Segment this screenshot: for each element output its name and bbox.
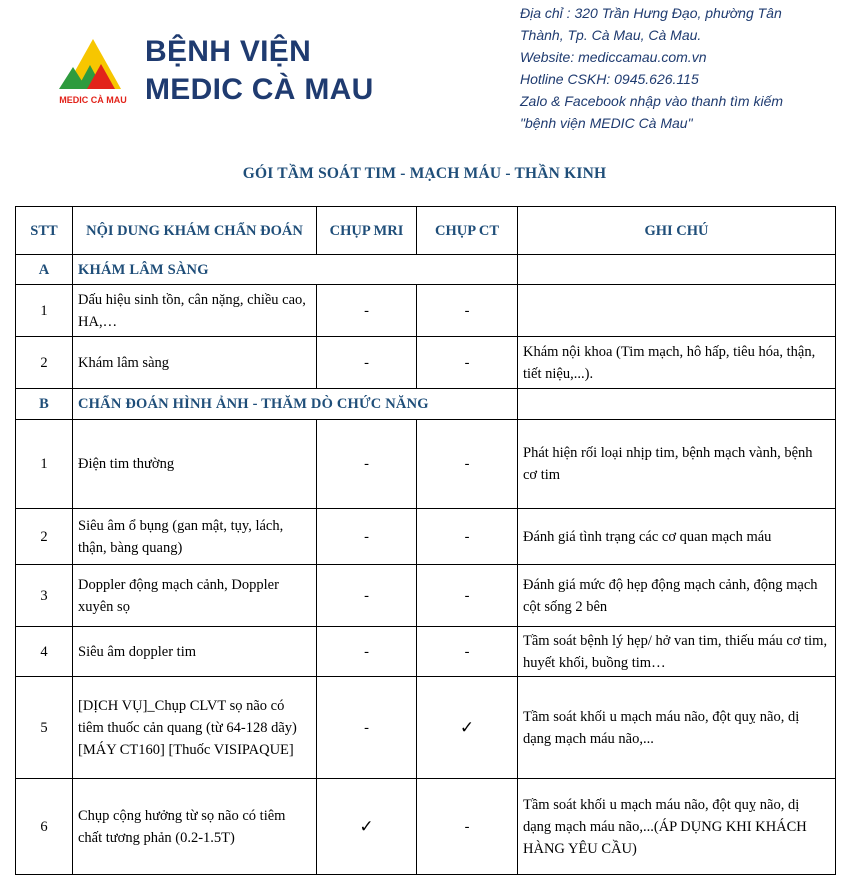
- section-title: KHÁM LÂM SÀNG: [73, 255, 518, 285]
- row-ct: -: [417, 420, 518, 509]
- row-mri: -: [317, 420, 417, 509]
- row-content: Doppler động mạch cảnh, Doppler xuyên sọ: [73, 565, 317, 627]
- row-content: Khám lâm sàng: [73, 337, 317, 389]
- header-ct: CHỤP CT: [417, 207, 518, 255]
- row-stt: 2: [16, 509, 73, 565]
- row-mri: -: [317, 565, 417, 627]
- section-row-a: [16, 255, 836, 285]
- row-ct: -: [417, 627, 518, 677]
- table-row: [16, 565, 836, 627]
- row-content: Siêu âm doppler tim: [73, 627, 317, 677]
- header-note: GHI CHÚ: [518, 207, 836, 255]
- row-stt: 2: [16, 337, 73, 389]
- website: Website: mediccamau.com.vn: [520, 49, 707, 65]
- row-note: Đánh giá tình trạng các cơ quan mạch máu: [518, 509, 836, 565]
- address-line2: Thành, Tp. Cà Mau, Cà Mau.: [520, 27, 702, 43]
- social-hint-line2: "bệnh viện MEDIC Cà Mau": [520, 115, 693, 131]
- package-table: [15, 206, 836, 875]
- section-title: CHẨN ĐOÁN HÌNH ẢNH - THĂM DÒ CHỨC NĂNG: [73, 389, 518, 420]
- row-stt: 5: [16, 677, 73, 779]
- row-mri: -: [317, 627, 417, 677]
- row-note: Đánh giá mức độ hẹp động mạch cảnh, động mạch cột sống 2 bên: [518, 565, 836, 627]
- social-hint-line1: Zalo & Facebook nhập vào thanh tìm kiếm: [520, 93, 784, 109]
- row-mri-check-icon: ✓: [317, 779, 417, 875]
- row-content: Chụp cộng hưởng từ sọ não có tiêm chất tương phản (0.2-1.5T): [73, 779, 317, 875]
- row-content: Siêu âm ổ bụng (gan mật, tụy, lách, thận, bàng quang): [73, 509, 317, 565]
- hotline: Hotline CSKH: 0945.626.115: [520, 71, 699, 87]
- contact-info: [520, 2, 840, 134]
- section-empty-cell: [518, 255, 836, 285]
- row-ct: -: [417, 565, 518, 627]
- hospital-name-line1: BỆNH VIỆN: [145, 35, 312, 68]
- table-row: [16, 285, 836, 337]
- table-row: [16, 509, 836, 565]
- row-stt: 1: [16, 420, 73, 509]
- table-row: [16, 627, 836, 677]
- header-stt: STT: [16, 207, 73, 255]
- row-note: Tầm soát khối u mạch máu não, đột quỵ não, dị dạng mạch máu não,...: [518, 677, 836, 779]
- row-content: Dấu hiệu sinh tồn, cân nặng, chiều cao, HA,…: [73, 285, 317, 337]
- row-content: [DỊCH VỤ]_Chụp CLVT sọ não có tiêm thuốc cản quang (từ 64-128 dãy) [MÁY CT160] [Thuốc VISIPAQUE]: [73, 677, 317, 779]
- row-ct: -: [417, 285, 518, 337]
- table-row: [16, 420, 836, 509]
- hospital-logo: [57, 37, 129, 107]
- row-mri: -: [317, 677, 417, 779]
- row-mri: -: [317, 285, 417, 337]
- logo-text: MEDIC CÀ MAU: [59, 95, 127, 105]
- table-row: [16, 677, 836, 779]
- hospital-name: [145, 33, 374, 109]
- row-ct: -: [417, 337, 518, 389]
- row-ct: -: [417, 779, 518, 875]
- section-empty-cell: [518, 389, 836, 420]
- row-stt: 3: [16, 565, 73, 627]
- table-row: [16, 779, 836, 875]
- header-content: NỘI DUNG KHÁM CHẨN ĐOÁN: [73, 207, 317, 255]
- row-note: Tầm soát khối u mạch máu não, đột quỵ não, dị dạng mạch máu não,...(ÁP DỤNG KHI KHÁCH HÀNG YÊU CẦU): [518, 779, 836, 875]
- row-stt: 1: [16, 285, 73, 337]
- row-note: [518, 285, 836, 337]
- package-title: GÓI TẦM SOÁT TIM - MẠCH MÁU - THẦN KINH: [242, 165, 607, 182]
- table-row: [16, 337, 836, 389]
- hospital-name-line2: MEDIC CÀ MAU: [145, 73, 374, 106]
- row-stt: 4: [16, 627, 73, 677]
- table-header-row: [16, 207, 836, 255]
- header-mri: CHỤP MRI: [317, 207, 417, 255]
- row-ct-check-icon: ✓: [417, 677, 518, 779]
- row-content: Điện tim thường: [73, 420, 317, 509]
- address-line1: Địa chỉ : 320 Trần Hưng Đạo, phường Tân: [520, 5, 782, 21]
- row-mri: -: [317, 337, 417, 389]
- row-note: Phát hiện rối loại nhịp tim, bệnh mạch vành, bệnh cơ tim: [518, 420, 836, 509]
- section-code: B: [16, 389, 73, 420]
- section-code: A: [16, 255, 73, 285]
- row-note: Khám nội khoa (Tim mạch, hô hấp, tiêu hóa, thận, tiết niệu,...).: [518, 337, 836, 389]
- section-row-b: [16, 389, 836, 420]
- row-mri: -: [317, 509, 417, 565]
- row-note: Tầm soát bệnh lý hẹp/ hở van tim, thiếu máu cơ tim, huyết khối, buồng tim…: [518, 627, 836, 677]
- row-stt: 6: [16, 779, 73, 875]
- row-ct: -: [417, 509, 518, 565]
